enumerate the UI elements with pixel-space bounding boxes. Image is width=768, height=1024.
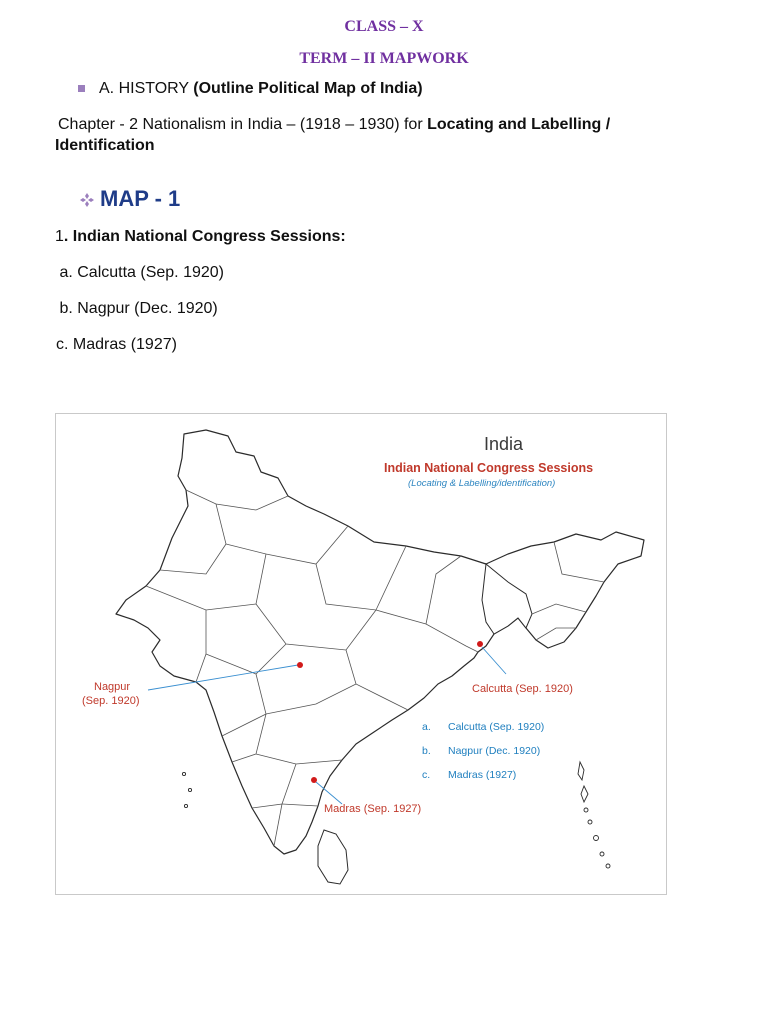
list-item: a. Calcutta (Sep. 1920) [55, 264, 224, 281]
list-item: c. Madras (1927) [56, 336, 177, 353]
class-heading: CLASS – X [344, 18, 424, 35]
lakshadweep-islands [182, 772, 191, 807]
nagpur-label-line1: Nagpur [94, 681, 131, 693]
map-title: India [484, 434, 524, 454]
chapter-bold-line2: Identification [55, 137, 155, 154]
chapter-line [58, 116, 610, 134]
map-legend [422, 721, 544, 781]
india-map-figure [55, 413, 667, 895]
sri-lanka-outline [318, 830, 348, 884]
legend-key: c. [422, 769, 431, 781]
legend-text: Nagpur (Dec. 1920) [448, 745, 541, 757]
list-title [55, 228, 346, 246]
nagpur-location-dot [297, 662, 303, 668]
section-a-bold: (Outline Political Map of India) [193, 80, 423, 97]
india-mainland-outline [116, 430, 644, 854]
calcutta-location-dot [477, 641, 483, 647]
legend-text: Madras (1927) [448, 769, 517, 781]
map-caption: (Locating & Labelling/identification) [408, 478, 556, 489]
list-item: b. Nagpur (Dec. 1920) [55, 300, 218, 317]
section-a-line [78, 80, 423, 98]
section-a-prefix: A. HISTORY [99, 80, 194, 97]
chapter-prefix: Chapter - 2 Nationalism in India – (1918 – 1930) for [58, 116, 428, 133]
list-number: 1 [55, 228, 64, 245]
map-heading-label: MAP - 1 [100, 186, 181, 211]
term-heading: TERM – II MAPWORK [299, 50, 469, 67]
square-bullet-icon [78, 85, 85, 92]
chapter-bold-line1: Locating and Labelling / [427, 116, 611, 133]
andaman-islands [578, 762, 610, 868]
madras-label: Madras (Sep. 1927) [324, 803, 422, 815]
madras-location-dot [311, 777, 317, 783]
map-heading [80, 186, 180, 213]
nagpur-label-line2: (Sep. 1920) [82, 695, 140, 707]
legend-text: Calcutta (Sep. 1920) [448, 721, 545, 733]
calcutta-label: Calcutta (Sep. 1920) [472, 683, 573, 695]
diamond-cluster-icon [80, 187, 94, 213]
map-subtitle: Indian National Congress Sessions [384, 461, 594, 475]
list-title-text: . Indian National Congress Sessions: [63, 228, 346, 245]
legend-key: b. [422, 745, 431, 757]
india-outline-map [56, 414, 666, 894]
legend-key: a. [422, 721, 431, 733]
